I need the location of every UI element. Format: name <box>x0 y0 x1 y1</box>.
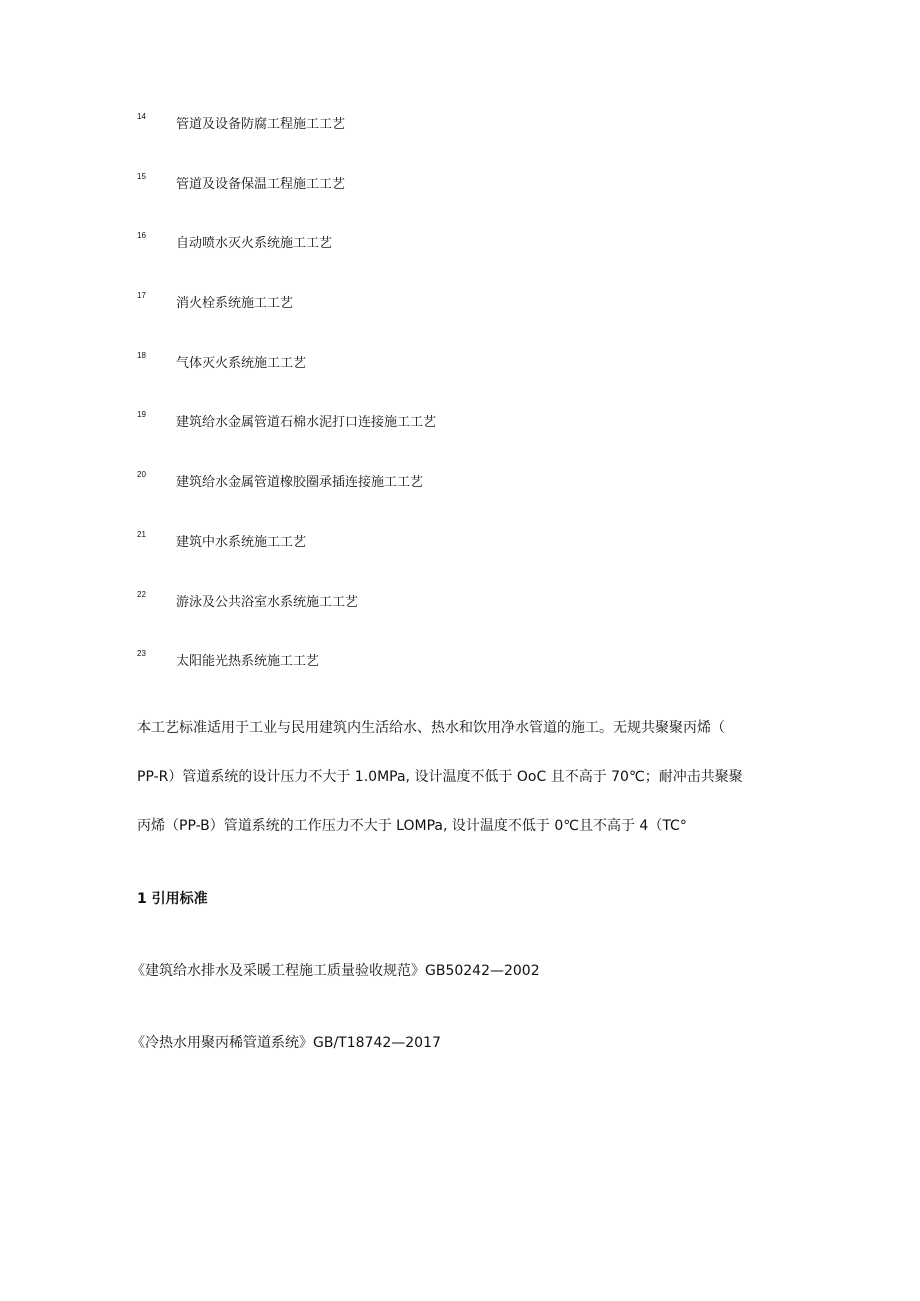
toc-item-title: 建筑给水金属管道石棉水泥打口连接施工工艺 <box>176 415 437 430</box>
paragraph-line: PP-R）管道系统的设计压力不大于 1.0MPa, 设计温度不低于 OoC 且不高于 70℃；耐冲击共聚聚 <box>137 769 743 785</box>
toc-item-number: 19 <box>137 410 146 419</box>
toc-item-number: 21 <box>137 530 146 539</box>
reference-item: 《冷热水用聚丙稀管道系统》GB/T18742—2017 <box>131 1035 441 1051</box>
toc-item-number: 22 <box>137 590 146 599</box>
toc-item-number: 14 <box>137 112 146 121</box>
toc-item-title: 气体灭火系统施工工艺 <box>176 356 307 371</box>
toc-item-title: 消火栓系统施工工艺 <box>176 296 294 311</box>
paragraph-line: 丙烯（PP-B）管道系统的工作压力不大于 LOMPa, 设计温度不低于 0℃且不高于 4（TC° <box>137 818 687 834</box>
toc-item-number: 18 <box>137 351 146 360</box>
toc-item-title: 建筑中水系统施工工艺 <box>176 535 307 550</box>
toc-item-number: 17 <box>137 291 146 300</box>
toc-item-number: 15 <box>137 172 146 181</box>
reference-item: 《建筑给水排水及采暖工程施工质量验收规范》GB50242—2002 <box>131 963 540 979</box>
toc-item-title: 建筑给水金属管道橡胶圈承插连接施工工艺 <box>176 475 424 490</box>
toc-item-title: 自动喷水灭火系统施工工艺 <box>176 236 333 251</box>
section-heading: 1 引用标准 <box>137 891 208 907</box>
toc-item-number: 23 <box>137 649 146 658</box>
toc-item-title: 游泳及公共浴室水系统施工工艺 <box>176 595 359 610</box>
paragraph-line: 本工艺标准适用于工业与民用建筑内生活给水、热水和饮用净水管道的施工。无规共聚聚丙烯（ <box>137 720 725 736</box>
toc-item-title: 管道及设备保温工程施工工艺 <box>176 177 346 192</box>
toc-item-number: 16 <box>137 231 146 240</box>
toc-item-number: 20 <box>137 470 146 479</box>
toc-item-title: 太阳能光热系统施工工艺 <box>176 654 320 669</box>
toc-item-title: 管道及设备防腐工程施工工艺 <box>176 117 346 132</box>
